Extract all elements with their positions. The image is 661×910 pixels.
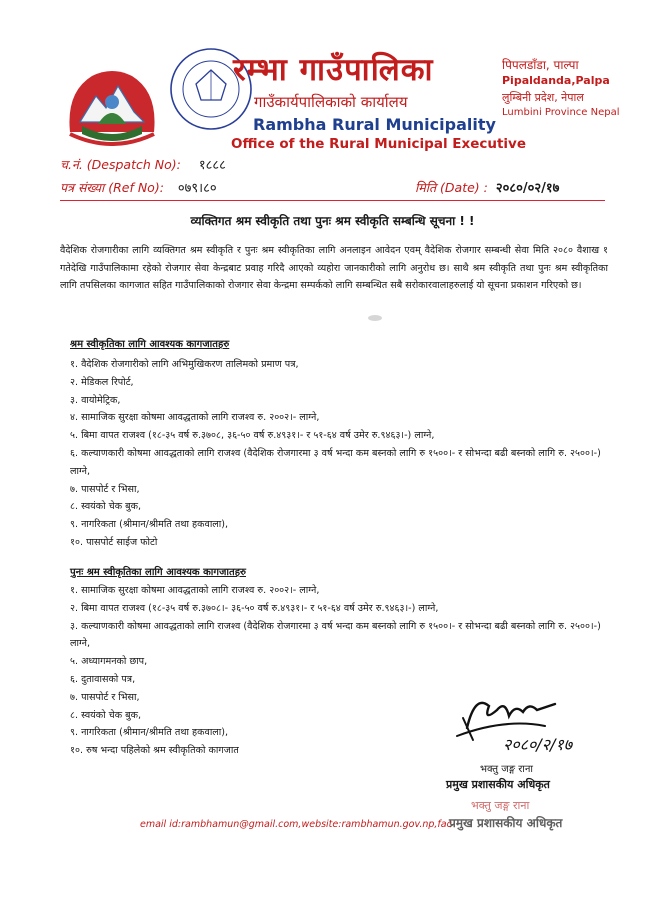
list-item: ६. दुतावासको पत्र, bbox=[70, 673, 136, 685]
signatory-designation: प्रमुख प्रशासकीय अधिकृत bbox=[446, 778, 550, 791]
date-label: मिति (Date) : bbox=[415, 180, 488, 195]
header-divider bbox=[60, 200, 605, 201]
address-line: पिपलडाँडा, पाल्पा bbox=[502, 58, 579, 72]
notice-body: वैदेशिक रोजगारीका लागि व्यक्तिगत श्रम स्वीकृति र पुनः श्रम स्वीकृतिका लागि अनलाइन आवेदन एवम् वैदेशिक रोजगार सम्बन्धी सेवा मिति २०८० वैशाख १ गतेदेखि गाउँपालिकामा रहेको रोजगार सेवा केन्द्रबाट प्रवाह गरिदै आएको व्यहोरा जानकारीको लागि अनुरोध छ। साथै श्रम स्वीकृति तथा पुनः श्रम स्वीकृतिका लागि तपसिलका कागजात सहित गाउँपालिकाको रोजगार सेवा केन्द्रमा सम्पर्कको लागि सम्बन्धित सबै सरोकारवालाहरुलाई यो सूचना प्रकाशन गरिएको छ। bbox=[60, 245, 608, 291]
list-item: २. बिमा वापत राजश्व (१८-३५ वर्ष रु.३७०८।- ३६-५० वर्ष रु.४९३१।- र ५१-६४ वर्ष उमेर रु.९४६३।-) लाग्ने, bbox=[70, 602, 439, 614]
list-item: ८. स्वयंको चेक बुक, bbox=[70, 709, 142, 721]
stamp-designation: प्रमुख प्रशासकीय अधिकृत bbox=[449, 816, 563, 830]
list-item: ४. सामाजिक सुरक्षा कोषमा आवद्धताको लागि राजश्व रु. २००२।- लाग्ने, bbox=[70, 412, 320, 424]
section1-list bbox=[70, 356, 615, 552]
list-item: ९. नागरिकता (श्रीमान/श्रीमति तथा हकवाला), bbox=[70, 727, 229, 739]
address-line: Pipaldanda,Palpa bbox=[502, 74, 610, 87]
nepal-emblem-icon bbox=[62, 62, 162, 146]
list-item: २. मेडिकल रिपोर्ट, bbox=[70, 376, 134, 388]
stamp-name: भक्तु जङ्ग राना bbox=[471, 799, 530, 812]
despatch-label: च.नं. (Despatch No): bbox=[60, 157, 181, 172]
signatory-name: भक्तु जङ्ग राना bbox=[480, 764, 534, 775]
ref-label: पत्र संख्या (Ref No): bbox=[60, 180, 164, 195]
ref-value: ०७९।८० bbox=[177, 181, 217, 196]
footer-contact: email id:rambhamun@gmail.com,website:rambhamun.gov.np,fac bbox=[140, 819, 452, 830]
list-item: ५. अध्यागमनको छाप, bbox=[70, 656, 148, 668]
list-item: १०. पासपोर्ट साईज फोटो bbox=[70, 536, 158, 548]
list-item: ६. कल्याणकारी कोषमा आवद्धताको लागि राजश्व (वैदेशिक रोजगारमा ३ वर्ष भन्दा कम बस्नको लागि रु १५००।- र सोभन्दा बढी बस्नको लागि रु. २५००।-) लाग्ने, bbox=[70, 447, 601, 477]
list-item: ९. नागरिकता (श्रीमान/श्रीमति तथा हकवाला), bbox=[70, 519, 229, 531]
despatch-number bbox=[60, 155, 226, 173]
despatch-value: १८८८ bbox=[198, 158, 226, 173]
office-name-nepali: गाउँकार्यपालिकाको कार्यालय bbox=[254, 93, 408, 111]
name-stamp-icon bbox=[445, 794, 595, 834]
list-item: ८. स्वयंको चेक बुक, bbox=[70, 501, 142, 513]
date-value: २०८०/०२/१७ bbox=[495, 181, 560, 196]
ink-smudge-icon bbox=[366, 313, 384, 323]
list-item: ७. पासपोर्ट र भिसा, bbox=[70, 483, 140, 495]
list-item: १०. रुष भन्दा पहिलेको श्रम स्वीकृतिको कागजात bbox=[70, 745, 239, 757]
list-item: ३. वायोमेट्रिक, bbox=[70, 394, 121, 406]
reference-number bbox=[60, 178, 217, 196]
list-item: ७. पासपोर्ट र भिसा, bbox=[70, 691, 140, 703]
address-line: लुम्बिनी प्रदेश, नेपाल bbox=[502, 91, 584, 104]
list-item: १. सामाजिक सुरक्षा कोषमा आवद्धताको लागि राजश्व रु. २००२।- लाग्ने, bbox=[70, 585, 320, 596]
section2-heading: पुनः श्रम स्वीकृतिका लागि आवश्यक कागजातहरु bbox=[70, 567, 246, 578]
office-name-english: Office of the Rural Municipal Executive bbox=[231, 136, 527, 152]
municipality-name-english: Rambha Rural Municipality bbox=[253, 115, 496, 134]
municipality-name-nepali: रम्भा गाउँपालिका bbox=[233, 52, 434, 88]
list-item: ५. बिमा वापत राजश्व (१८-३५ वर्ष रु.३७०८, ३६-५० वर्ष रु.४९३१।- र ५१-६४ वर्ष उमेर रु.९४६३।-) लाग्ने, bbox=[70, 430, 435, 442]
signature-date: २०८०/२/१७ bbox=[503, 735, 573, 754]
section1-heading: श्रम स्वीकृतिका लागि आवश्यक कागजातहरु bbox=[70, 339, 230, 350]
notice-subject: व्यक्तिगत श्रम स्वीकृति तथा पुनः श्रम स्वीकृति सम्बन्धि सूचना ! ! bbox=[190, 214, 475, 228]
handwritten-signature-icon bbox=[445, 688, 625, 756]
address-line: Lumbini Province Nepal bbox=[502, 107, 620, 118]
date-field bbox=[415, 178, 559, 196]
list-item: ३. कल्याणकारी कोषमा आवद्धताको लागि राजश्व (वैदेशिक रोजगारमा ३ वर्ष भन्दा कम बस्नको लागि रु १५००।- र सोभन्दा बढी बस्नको लागि रु. २५००।-) लाग्ने, bbox=[70, 620, 601, 650]
list-item: १. वैदेशिक रोजगारीको लागि अभिमुखिकरण तालिमको प्रमाण पत्र, bbox=[70, 359, 299, 370]
